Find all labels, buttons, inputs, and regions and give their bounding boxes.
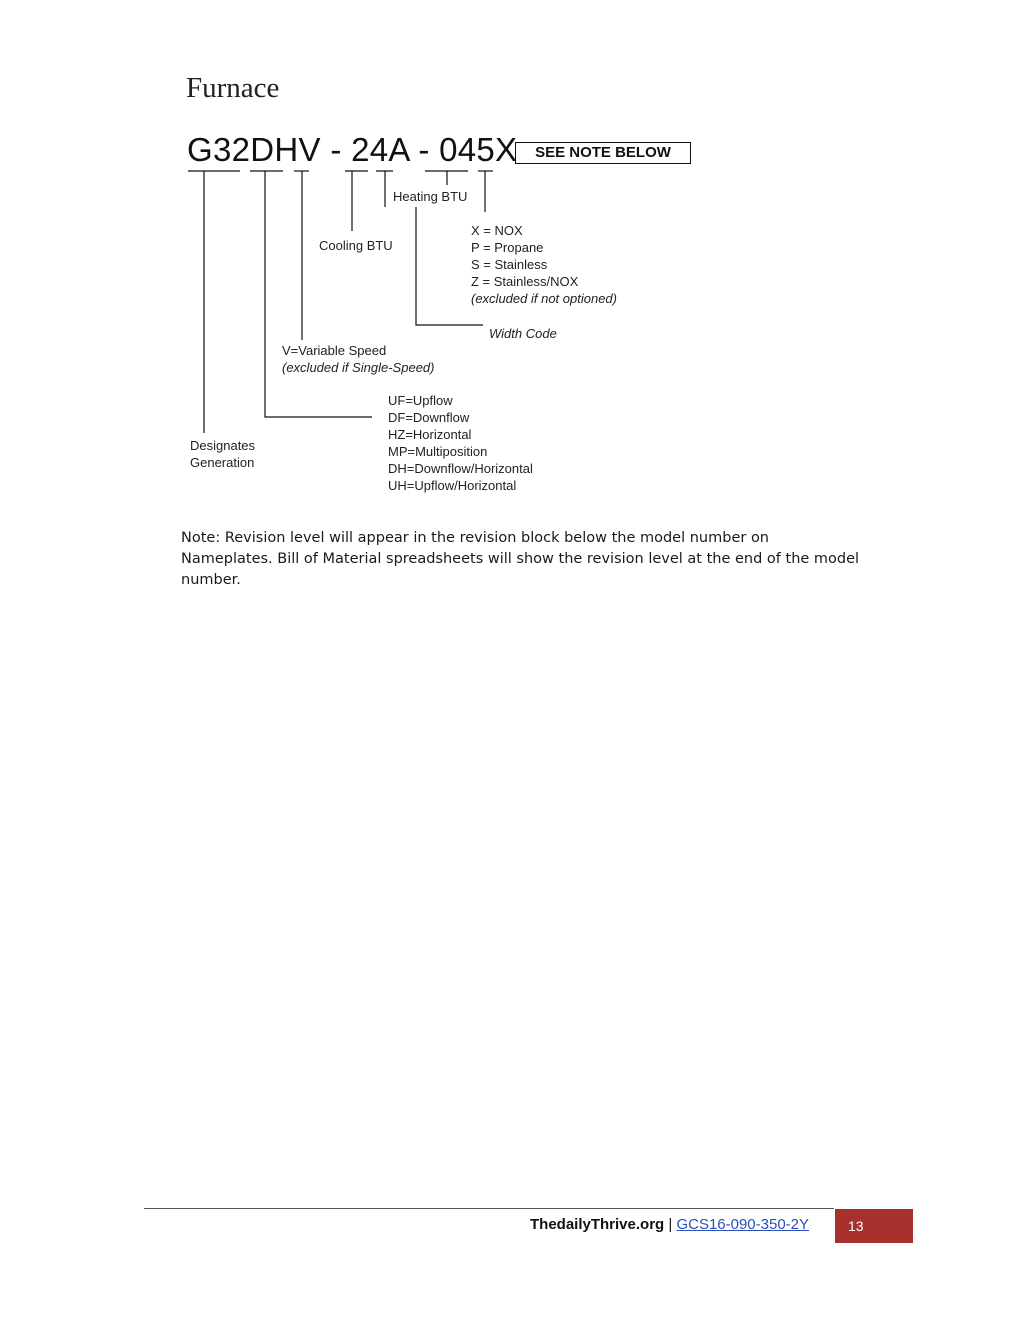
variable-speed-label: V=Variable Speed — [282, 343, 387, 358]
width-code-label: Width Code — [489, 326, 557, 341]
designates-label: Designates — [190, 438, 256, 453]
config-df: DF=Downflow — [388, 410, 470, 425]
page-heading: Furnace — [186, 72, 280, 104]
generation-label: Generation — [190, 455, 255, 470]
footer — [530, 1216, 809, 1233]
footer-divider — [144, 1208, 834, 1209]
heating-btu-label: Heating BTU — [393, 189, 468, 204]
config-dh: DH=Downflow/Horizontal — [388, 461, 533, 476]
fuel-option-z: Z = Stainless/NOX — [471, 274, 579, 289]
footer-site: ThedailyThrive.org — [530, 1216, 665, 1233]
config-hz: HZ=Horizontal — [388, 427, 472, 442]
variable-speed-note: (excluded if Single-Speed) — [282, 360, 435, 375]
fuel-option-s: S = Stainless — [471, 257, 548, 272]
config-uf: UF=Upflow — [388, 393, 453, 408]
model-number: G32DHV - 24A - 045X — [187, 131, 518, 168]
page-number: 13 — [835, 1209, 913, 1243]
config-uh: UH=Upflow/Horizontal — [388, 478, 517, 493]
fuel-option-note: (excluded if not optioned) — [471, 291, 617, 306]
cooling-btu-label: Cooling BTU — [319, 238, 393, 253]
config-mp: MP=Multiposition — [388, 444, 488, 459]
see-note-badge: SEE NOTE BELOW — [515, 142, 691, 164]
footer-doc-code-link[interactable]: GCS16-090-350-2Y — [676, 1216, 810, 1233]
revision-note: Note: Revision level will appear in the revision block below the model number on Nameplates. Bill of Material spreadsheets will show the revision level at the end of the model number. — [181, 530, 860, 588]
footer-separator: | — [664, 1216, 677, 1233]
fuel-option-x: X = NOX — [471, 223, 523, 238]
fuel-option-p: P = Propane — [471, 240, 544, 255]
